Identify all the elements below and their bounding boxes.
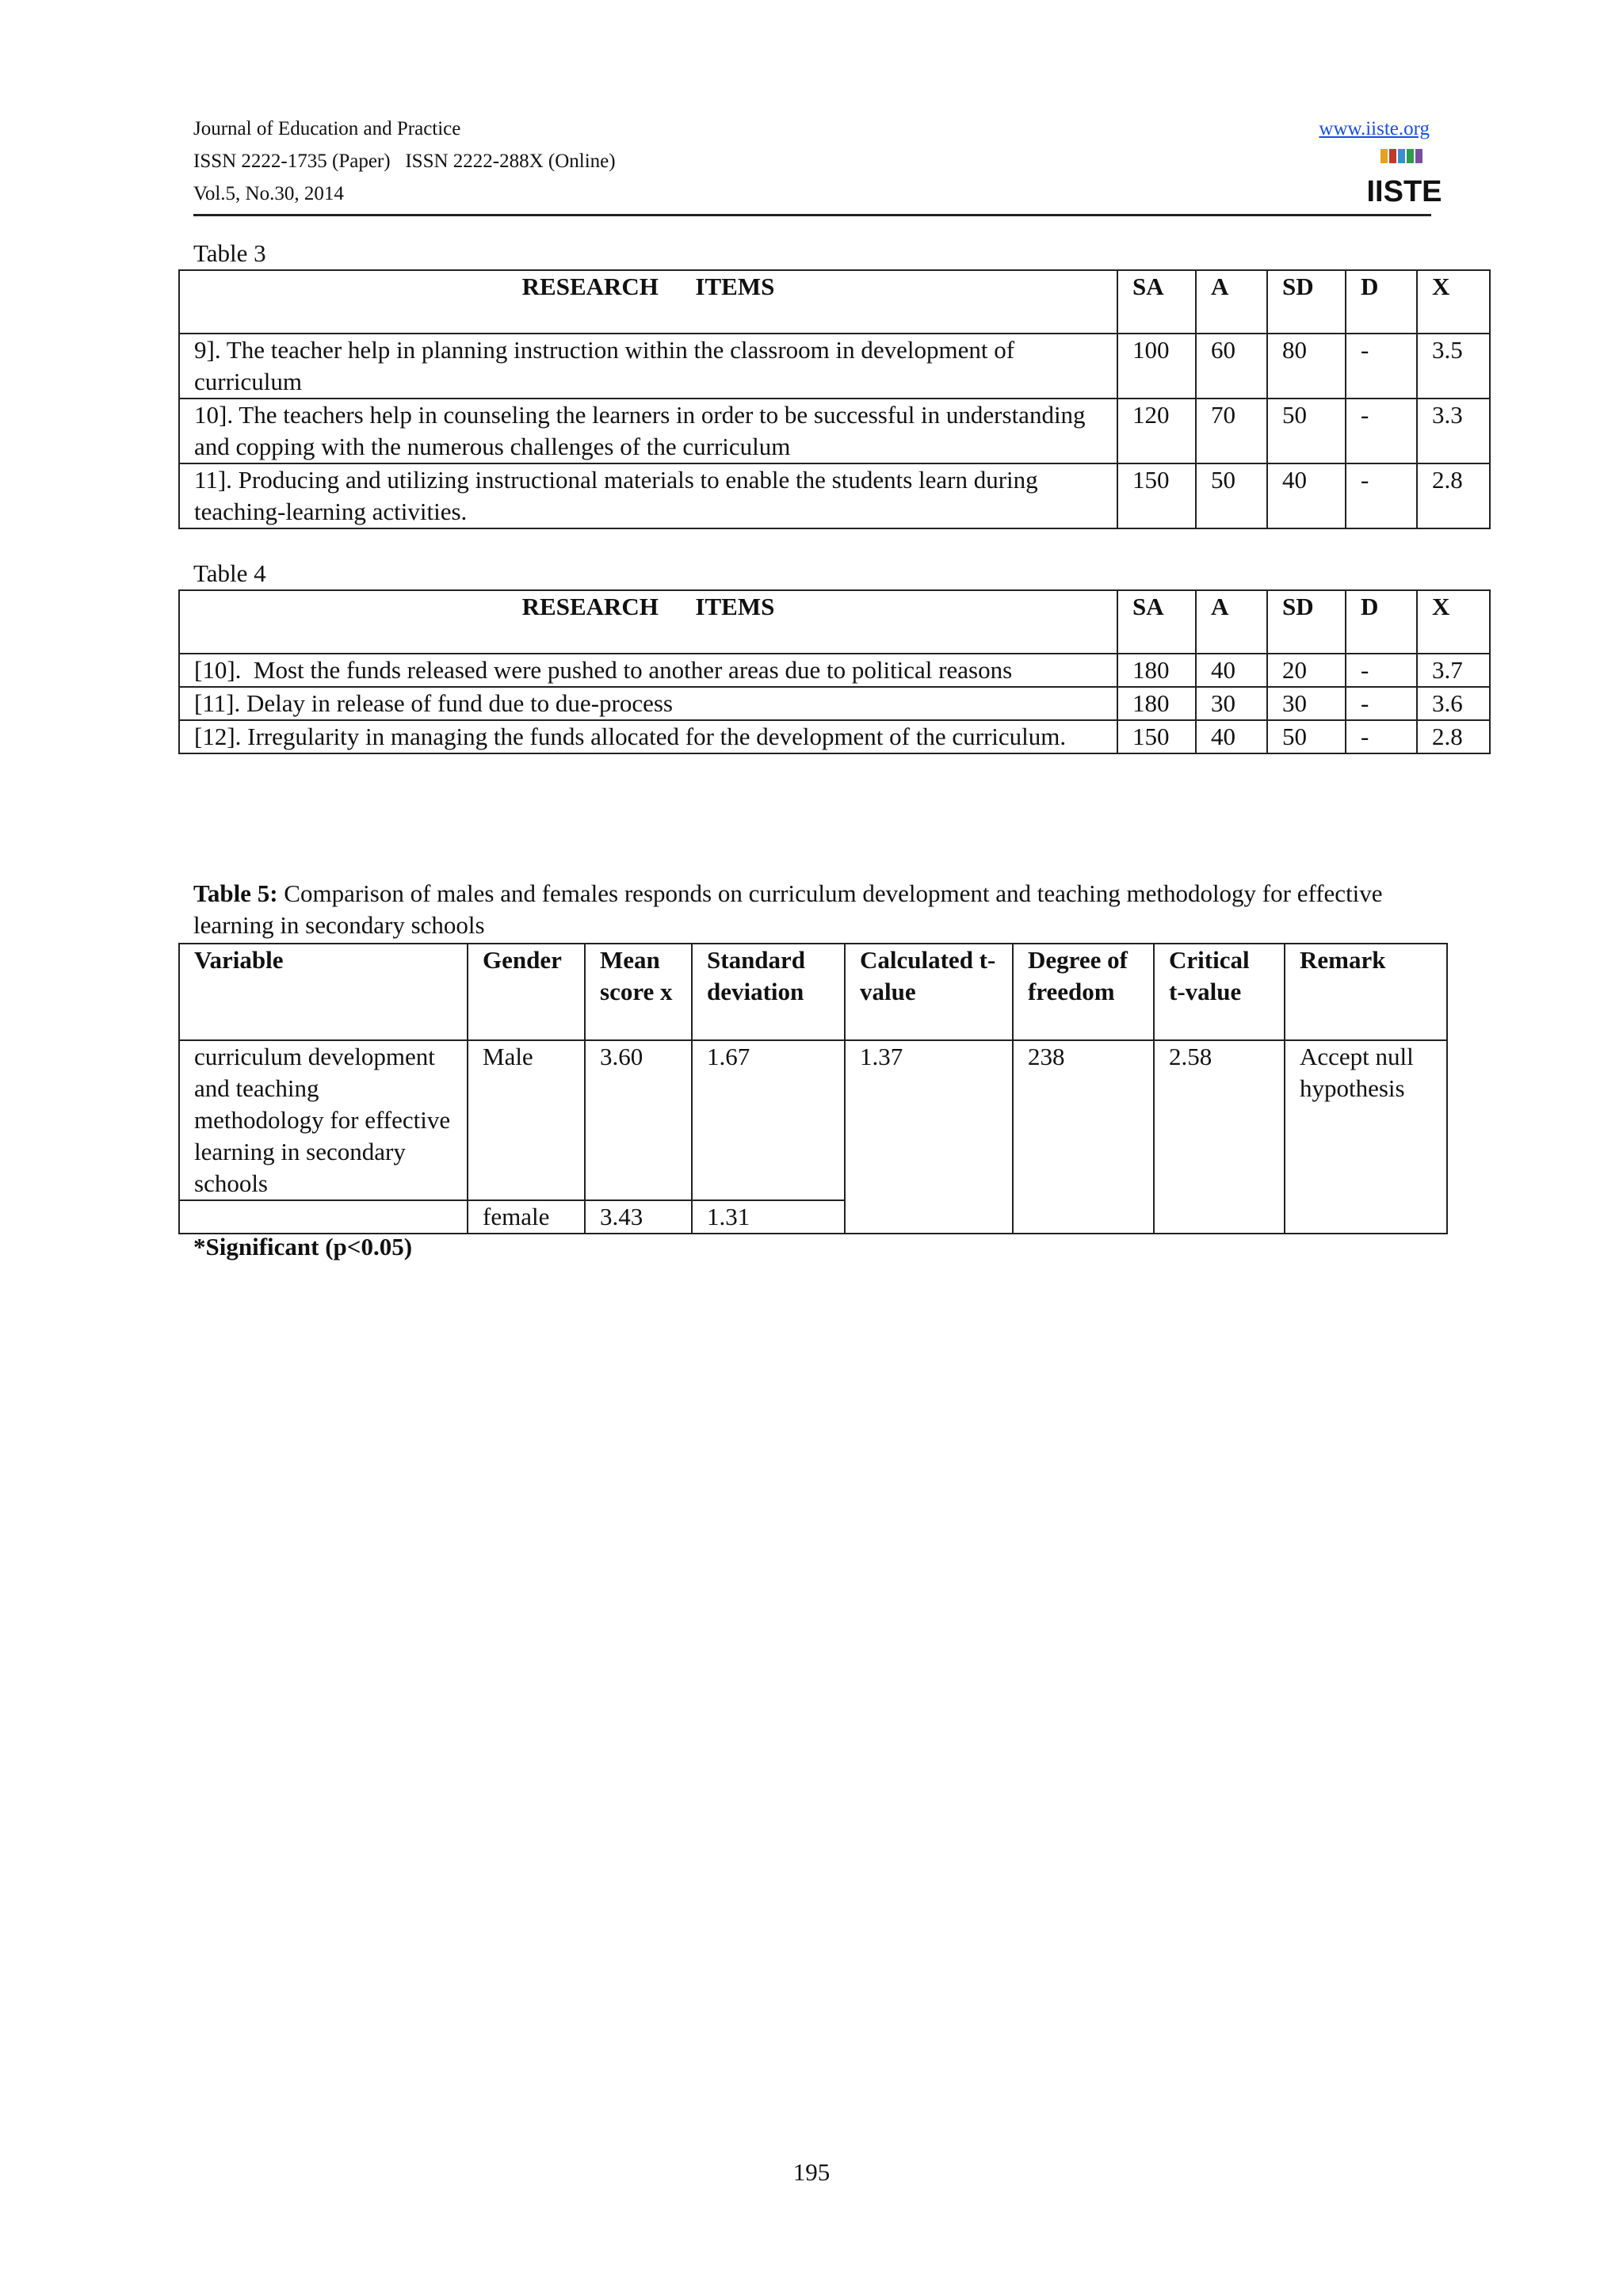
table3-header-d: D — [1346, 270, 1417, 334]
table4-header-x: X — [1417, 590, 1490, 654]
table5-header-calculated-t: Calculated t-value — [845, 944, 1013, 1040]
logo-text: IISTE — [1366, 175, 1442, 208]
table5-header-variable: Variable — [179, 944, 468, 1040]
table4-item: [11]. Delay in release of fund due to due-process — [179, 687, 1117, 720]
table4-a: 40 — [1196, 654, 1267, 687]
volume-line: Vol.5, No.30, 2014 — [193, 183, 344, 204]
table3-item: 11]. Producing and utilizing instructional materials to enable the students learn during teaching-learning activities. — [179, 463, 1117, 528]
table3-header-sa: SA — [1117, 270, 1196, 334]
table-row — [179, 720, 1490, 753]
table4 — [178, 589, 1491, 754]
table5-variable: curriculum development and teaching methodology for effective learning in secondary schools — [179, 1040, 468, 1200]
table3-header-x: X — [1417, 270, 1490, 334]
table5-caption-text: Comparison of males and females responds on curriculum development and teaching methodology for effective learning in secondary schools — [193, 879, 1383, 939]
table5-sd-male: 1.67 — [692, 1040, 845, 1200]
table5-calculated-t: 1.37 — [845, 1040, 1013, 1234]
table4-sa: 180 — [1117, 687, 1196, 720]
table4-header-items: RESEARCH ITEMS — [179, 590, 1117, 654]
table4-sd: 30 — [1267, 687, 1346, 720]
table4-x: 3.6 — [1417, 687, 1490, 720]
table4-a: 30 — [1196, 687, 1267, 720]
table3-x: 3.5 — [1417, 334, 1490, 399]
table3-d: - — [1346, 334, 1417, 399]
table4-item: [12]. Irregularity in managing the funds allocated for the development of the curriculum. — [179, 720, 1117, 753]
table4-d: - — [1346, 654, 1417, 687]
table4-header-row — [179, 590, 1490, 654]
table3 — [178, 269, 1491, 529]
table5 — [178, 943, 1448, 1234]
table3-d: - — [1346, 463, 1417, 528]
table4-x: 2.8 — [1417, 720, 1490, 753]
table5-caption-label: Table 5: — [193, 879, 278, 907]
table-row — [179, 687, 1490, 720]
table3-sd: 80 — [1267, 334, 1346, 399]
table3-caption: Table 3 — [193, 239, 266, 267]
table3-header-row — [179, 270, 1490, 334]
table5-footnote: *Significant (p<0.05) — [193, 1233, 413, 1261]
table-row — [179, 463, 1490, 528]
table3-header-items: RESEARCH ITEMS — [179, 270, 1117, 334]
table3-sa: 100 — [1117, 334, 1196, 399]
table5-header-row — [179, 944, 1447, 1040]
journal-title: Journal of Education and Practice — [193, 118, 461, 139]
table5-mean-female: 3.43 — [585, 1200, 692, 1234]
table3-header-a: A — [1196, 270, 1267, 334]
table4-sa: 180 — [1117, 654, 1196, 687]
table5-sd-female: 1.31 — [692, 1200, 845, 1234]
table5-gender-male: Male — [468, 1040, 585, 1200]
website-link[interactable]: www.iiste.org — [1319, 118, 1430, 139]
table3-a: 50 — [1196, 463, 1267, 528]
page-header — [193, 113, 1442, 210]
table-row — [179, 654, 1490, 687]
table3-sa: 150 — [1117, 463, 1196, 528]
table5-header-gender: Gender — [468, 944, 585, 1040]
table3-header-sd: SD — [1267, 270, 1346, 334]
table3-item: 9]. The teacher help in planning instruction within the classroom in development of curriculum — [179, 334, 1117, 399]
table5-critical-t: 2.58 — [1154, 1040, 1285, 1234]
table5-df: 238 — [1013, 1040, 1154, 1234]
table5-header-mean: Mean score x — [585, 944, 692, 1040]
table5-variable-empty — [179, 1200, 468, 1234]
page-number: 195 — [792, 2158, 831, 2186]
table4-header-sd: SD — [1267, 590, 1346, 654]
table4-header-sa: SA — [1117, 590, 1196, 654]
table3-sd: 40 — [1267, 463, 1346, 528]
table-row — [179, 334, 1490, 399]
table4-sa: 150 — [1117, 720, 1196, 753]
table3-sa: 120 — [1117, 399, 1196, 463]
table4-caption: Table 4 — [193, 559, 266, 587]
table4-d: - — [1346, 720, 1417, 753]
table5-caption — [193, 878, 1445, 941]
table3-a: 70 — [1196, 399, 1267, 463]
table5-mean-male: 3.60 — [585, 1040, 692, 1200]
table5-header-df: Degree of freedom — [1013, 944, 1154, 1040]
table5-header-sd: Standard deviation — [692, 944, 845, 1040]
table4-item: [10]. Most the funds released were pushed to another areas due to political reasons — [179, 654, 1117, 687]
table4-sd: 20 — [1267, 654, 1346, 687]
table3-d: - — [1346, 399, 1417, 463]
table-row — [179, 399, 1490, 463]
table3-x: 3.3 — [1417, 399, 1490, 463]
table4-a: 40 — [1196, 720, 1267, 753]
issn-line: ISSN 2222-1735 (Paper) ISSN 2222-288X (Online) — [193, 151, 616, 172]
header-rule — [193, 214, 1431, 216]
iiste-logo — [1366, 147, 1442, 208]
table3-sd: 50 — [1267, 399, 1346, 463]
table5-header-remark: Remark — [1285, 944, 1447, 1040]
table3-item: 10]. The teachers help in counseling the learners in order to be successful in understanding and copping with the numerous challenges of the curriculum — [179, 399, 1117, 463]
table4-d: - — [1346, 687, 1417, 720]
table3-a: 60 — [1196, 334, 1267, 399]
table4-header-d: D — [1346, 590, 1417, 654]
table3-x: 2.8 — [1417, 463, 1490, 528]
table5-remark: Accept null hypothesis — [1285, 1040, 1447, 1234]
table-row — [179, 1040, 1447, 1200]
table4-header-a: A — [1196, 590, 1267, 654]
table4-sd: 50 — [1267, 720, 1346, 753]
table4-x: 3.7 — [1417, 654, 1490, 687]
table5-gender-female: female — [468, 1200, 585, 1234]
table5-header-critical-t: Critical t-value — [1154, 944, 1285, 1040]
